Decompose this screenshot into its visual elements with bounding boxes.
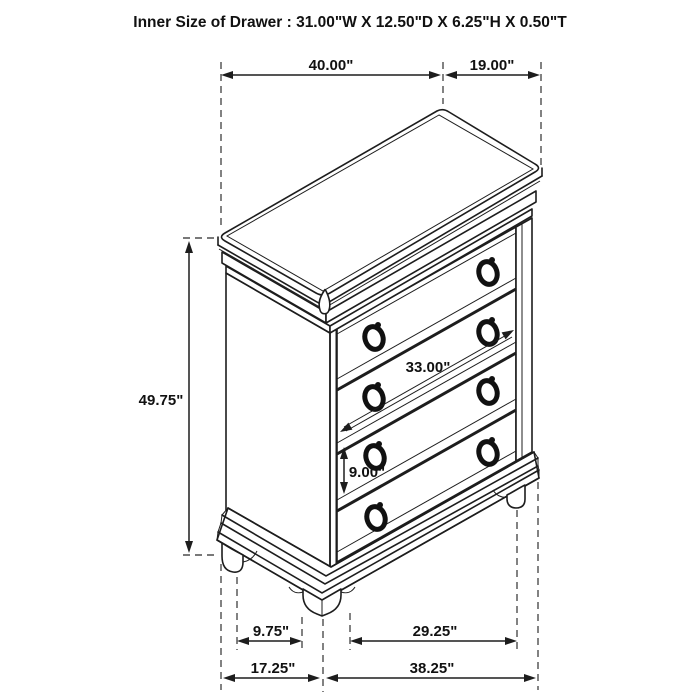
arrowhead: [221, 71, 233, 79]
arrowhead: [237, 637, 249, 645]
arrowhead: [528, 71, 540, 79]
arrowhead: [524, 674, 536, 682]
dim-top-width-label: 40.00": [308, 57, 354, 74]
arrowhead: [505, 637, 517, 645]
dim-top-depth: [445, 57, 540, 79]
arrowhead: [185, 541, 193, 553]
arrowhead: [290, 637, 302, 645]
arrowhead: [429, 71, 441, 79]
dim-side-bottom-width: [223, 660, 320, 682]
dim-top-depth-label: 19.00": [469, 57, 515, 74]
dim-top-width: [221, 57, 441, 79]
dim-side-feet-gap: [237, 623, 302, 645]
arrowhead: [326, 674, 338, 682]
dim-overall-height-label: 49.75": [138, 392, 184, 409]
dim-side-feet-gap-label: 9.75": [252, 623, 290, 640]
dim-side-bottom-width-label: 17.25": [250, 660, 296, 677]
right-stile: [516, 218, 532, 461]
dim-drawer-face-height-label: 9.00": [348, 464, 386, 481]
chest-drawing: [217, 110, 542, 616]
dim-front-bottom-width: [326, 660, 536, 682]
arrowhead: [223, 674, 235, 682]
arrowhead: [445, 71, 457, 79]
dim-drawer-inner-width-label: 33.00": [405, 359, 451, 376]
arrowhead: [308, 674, 320, 682]
dim-front-bottom-width-label: 38.25": [409, 660, 455, 677]
dim-overall-height: [139, 241, 193, 553]
arrowhead: [350, 637, 362, 645]
dim-front-feet-gap: [350, 623, 517, 645]
arrowhead: [185, 241, 193, 253]
diagram-title: Inner Size of Drawer : 31.00"W X 12.50"D X 6.25"H X 0.50"T: [133, 14, 567, 31]
dim-front-feet-gap-label: 29.25": [412, 623, 458, 640]
